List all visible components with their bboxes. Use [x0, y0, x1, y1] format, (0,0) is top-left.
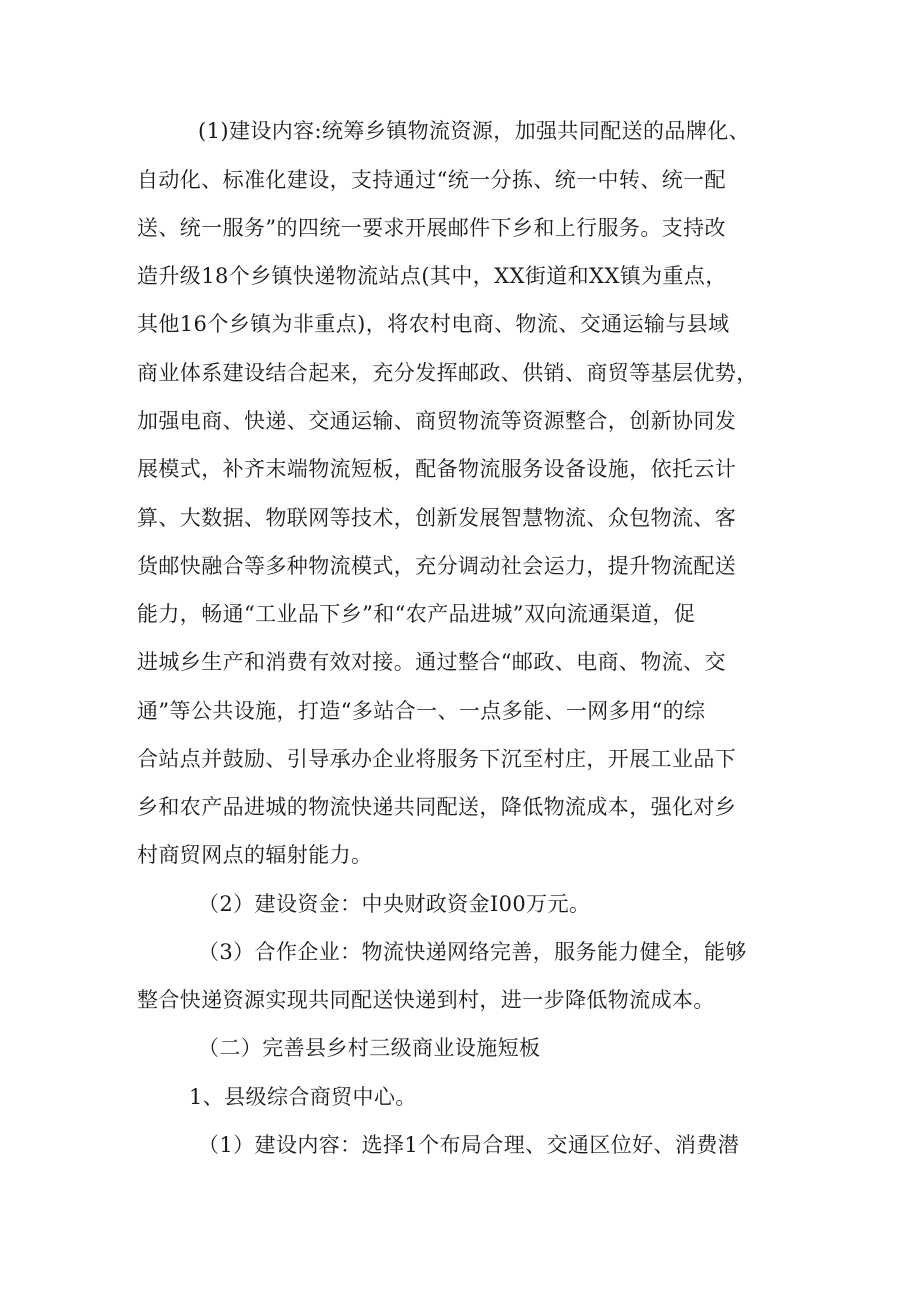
text-line: 算、大数据、物联网等技术，创新发展智慧物流、众包物流、客: [137, 506, 737, 530]
text-line: 货邮快融合等多种物流模式，充分调动社会运力，提升物流配送: [137, 554, 737, 578]
text-line: 村商贸网点的辐射能力。: [137, 843, 373, 867]
text-line: 其他16个乡镇为非重点)，将农村电商、物流、交通运输与县域: [137, 312, 730, 336]
subsection-heading: 1、县级综合商贸中心。: [189, 1085, 417, 1109]
text-line: 造升级18个乡镇快递物流站点(其中，XX街道和XX镇为重点，: [137, 264, 727, 288]
text-line: 送、统一服务”的四统一要求开展邮件下乡和上行服务。支持改: [137, 216, 726, 240]
section-heading: （二）完善县乡村三级商业设施短板: [198, 1036, 541, 1060]
text-line: （2）建设资金：中央财政资金I00万元。: [198, 892, 591, 916]
text-line: （1）建设内容：选择1个布局合理、交通区位好、消费潜: [198, 1133, 740, 1157]
text-line: 展模式，补齐末端物流短板，配备物流服务设备设施，依托云计: [137, 457, 737, 481]
text-line: 自动化、标准化建设，支持通过“统一分拣、统一中转、统一配: [137, 168, 726, 192]
text-line: 整合快递资源实现共同配送快递到村，进一步降低物流成本。: [137, 988, 715, 1012]
text-line: 能力，畅通“工业品下乡”和“农产品进城”双向流通渠道，促: [137, 602, 696, 626]
text-line: (1)建设内容:统筹乡镇物流资源，加强共同配送的品牌化、: [198, 119, 751, 143]
text-line: （3）合作企业：物流快递网络完善，服务能力健全，能够: [198, 940, 747, 964]
text-line: 加强电商、快递、交通运输、商贸物流等资源整合，创新协同发: [137, 409, 737, 433]
text-line: 进城乡生产和消费有效对接。通过整合“邮政、电商、物流、交: [137, 650, 726, 674]
text-line: 通”等公共设施，打造“多站合一、一点多能、一网多用“的综: [137, 699, 706, 723]
text-line: 商业体系建设结合起来，充分发挥邮政、供销、商贸等基层优势，: [137, 361, 758, 385]
text-line: 乡和农产品进城的物流快递共同配送，降低物流成本，强化对乡: [137, 795, 737, 819]
text-line: 合站点并鼓励、引导承办企业将服务下沉至村庄，开展工业品下: [137, 747, 737, 771]
